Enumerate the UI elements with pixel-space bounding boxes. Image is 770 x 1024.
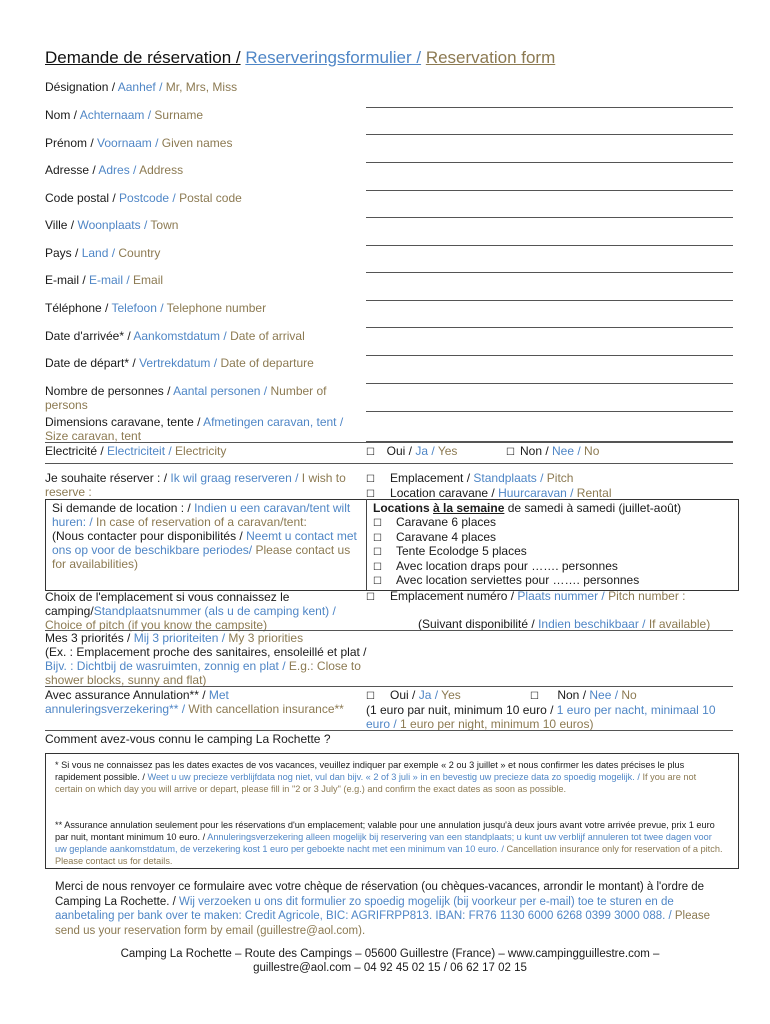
field-label: E-mail / E-mail / Email (45, 273, 164, 287)
location-option[interactable] (373, 573, 639, 589)
separator (45, 442, 733, 443)
electricity-label: Electricité / Electriciteit / Electricity (45, 444, 227, 458)
return-instructions: Merci de nous renvoyer ce formulaire avec votre chèque de réservation (ou chèques-vacances, arrondir le montant) à l'ordre de Camping La Rochette. / Wij verzoeken u ons dit formulier zo spoedig mogelijk (bij voorkeur per e-mail) toe te sturen en de aanbetaling per bank over te maken: Credit Agricole, BIC: AGRIFRPP813. IBAN: FR76 1130 6000 6268 0399 3000 088. / Please send us your reservation form by email (guillestre@aol.com). (55, 881, 711, 937)
page-title (45, 48, 555, 68)
field-input-line[interactable] (366, 107, 733, 108)
field-label: Ville / Woonplaats / Town (45, 218, 179, 232)
field-label: Prénom / Voornaam / Given names (45, 136, 233, 150)
field-label: Date d'arrivée* / Aankomstdatum / Date of arrival (45, 329, 305, 343)
note-dates: * Si vous ne connaissez pas les dates exactes de vos vacances, veuillez indiquer par exemple « 2 ou 3 juillet » et nous confirmer les dates précises le plus rapidement possible. / Weet u uw precieze verblijfdata nog niet, vul dan bijv. « 2 of 3 juli » in en bevestig uw precieze data zo spoedig mogelijk. / If you are not certain on which day you will arrive or depart, please fill in "2 or 3 July" (e.g.) and confirm the exact dates as soon as possible. (55, 760, 697, 794)
priorities-label: Mes 3 priorités / Mij 3 prioriteiten / My 3 priorities (Ex. : Emplacement proche des sanitaires, ensoleillé et plat / Bijv. : Dichtbij de wasruimten, zonnig en plat / E.g.: Close to shower blocks, sunny and flat) (45, 631, 367, 687)
field-label: Nom / Achternaam / Surname (45, 108, 204, 122)
title-fr: Demande de réservation / (45, 48, 241, 67)
pitch-choice-label: Choix de l'emplacement si vous connaissez le camping/Standplaatsnummer (als u de camping kent) / Choice of pitch (if you know the campsite) (45, 590, 336, 632)
insurance-no[interactable]: ☐ Non / Nee / No (530, 688, 637, 702)
field-label: Dimensions caravane, tente / Afmetingen caravan, tent / Size caravan, tent (45, 415, 344, 443)
location-option-label: Tente Ecolodge 5 places (396, 544, 527, 558)
checkbox-icon[interactable]: ☐ (373, 561, 382, 573)
checkbox-icon[interactable]: ☐ (373, 547, 382, 558)
box-divider (366, 499, 367, 590)
electricity-yes[interactable]: ☐ Oui / Ja / Yes (366, 444, 458, 458)
field-label: Nombre de personnes / Aantal personen / Number of persons (45, 384, 327, 412)
electricity-no[interactable]: ☐ Non / Nee / No (506, 444, 600, 458)
field-input-line[interactable] (366, 327, 733, 328)
pitch-number-option[interactable]: ☐ Emplacement numéro / Plaats nummer / Pitch number : (366, 589, 686, 603)
checkbox-icon[interactable]: ☐ (530, 691, 539, 702)
note-insurance: ** Assurance annulation seulement pour les réservations d'un emplacement; valable pour une annulation jusqu'à deux jours avant votre arrivée prevue, prix 1 euro par nuit, montant minimum 10 euro. / Annuleringsverzekering alleen mogelijk bij reservering van een standplaats; u kunt uw verblijf annuleren tot twee dagen voor uw geplande aankomstdatum, de verzekering kost 1 euro per geboekte nacht met een minimum van 10 euro. / Cancellation insurance only for reservation of a pitch. Please contact us for details. (55, 820, 723, 866)
checkbox-icon[interactable]: ☐ (366, 447, 375, 458)
reserve-label: Je souhaite réserver : / Ik wil graag reserveren / I wish to reserve : (45, 471, 346, 499)
insurance-yes[interactable]: ☐ Oui / Ja / Yes (366, 688, 461, 702)
field-label: Désignation / Aanhef / Mr, Mrs, Miss (45, 80, 238, 94)
field-input-line[interactable] (366, 217, 733, 218)
separator (45, 686, 733, 687)
location-option-label: Avec location serviettes pour ……. personnes (396, 573, 640, 587)
field-input-line[interactable] (366, 134, 733, 135)
checkbox-icon[interactable]: ☐ (373, 576, 382, 587)
field-label: Téléphone / Telefoon / Telephone number (45, 301, 267, 315)
checkbox-icon[interactable]: ☐ (366, 489, 375, 500)
reserve-option-rental[interactable]: ☐ Location caravane / Huurcaravan / Rental (366, 486, 612, 500)
field-label: Date de départ* / Vertrekdatum / Date of departure (45, 356, 314, 370)
heard-question: Comment avez-vous connu le camping La Rochette ? (45, 732, 331, 746)
field-input-line[interactable] (366, 411, 733, 412)
pitch-availability: (Suivant disponibilité / Indien beschikbaar / If available) (418, 617, 711, 631)
title-en: Reservation form (425, 48, 556, 67)
field-input-line[interactable] (366, 383, 733, 384)
separator (45, 730, 733, 731)
separator (45, 463, 733, 464)
checkbox-icon[interactable]: ☐ (373, 518, 382, 529)
footer-line-1: Camping La Rochette – Route des Campings – 05600 Guillestre (France) – www.campingguillestre.com – (120, 948, 660, 960)
location-box-heading: Locations à la semaine de samedi à samedi (juillet-août) (373, 501, 682, 515)
location-option-label: Caravane 4 places (396, 529, 497, 544)
title-nl: Reserveringsformulier / (245, 48, 422, 67)
checkbox-icon[interactable]: ☐ (366, 474, 375, 485)
checkbox-icon[interactable]: ☐ (373, 532, 382, 544)
reserve-option-pitch[interactable]: ☐ Emplacement / Standplaats / Pitch (366, 471, 574, 485)
field-label: Pays / Land / Country (45, 246, 161, 260)
field-input-line[interactable] (366, 300, 733, 301)
footer (45, 947, 735, 975)
location-option-label: Caravane 6 places (396, 515, 497, 529)
insurance-label: Avec assurance Annulation** / Met annuleringsverzekering** / With cancellation insurance** (45, 688, 344, 716)
location-option-label: Avec location draps pour ……. personnes (396, 558, 618, 573)
field-input-line[interactable] (366, 272, 733, 273)
footer-line-2: guillestre@aol.com – 04 92 45 02 15 / 06 62 17 02 15 (253, 962, 527, 974)
checkbox-icon[interactable]: ☐ (366, 592, 375, 603)
location-box-left: Si demande de location : / Indien u een caravan/tent wilt huren: / In case of reservation of a caravan/tent: (Nous contacter pour disponibilités / Neemt u contact met ons op voor de beschikbare periodes/ Please contact us for availabilities) (52, 501, 357, 571)
field-input-line[interactable] (366, 162, 733, 163)
field-input-line[interactable] (366, 245, 733, 246)
checkbox-icon[interactable]: ☐ (366, 691, 375, 702)
field-label: Code postal / Postcode / Postal code (45, 191, 242, 205)
field-label: Adresse / Adres / Address (45, 163, 184, 177)
checkbox-icon[interactable]: ☐ (506, 447, 515, 458)
insurance-price: (1 euro par nuit, minimum 10 euro / 1 euro per nacht, minimaal 10 euro / 1 euro per night, minimum 10 euros) (366, 703, 716, 731)
field-input-line[interactable] (366, 355, 733, 356)
field-input-line[interactable] (366, 190, 733, 191)
